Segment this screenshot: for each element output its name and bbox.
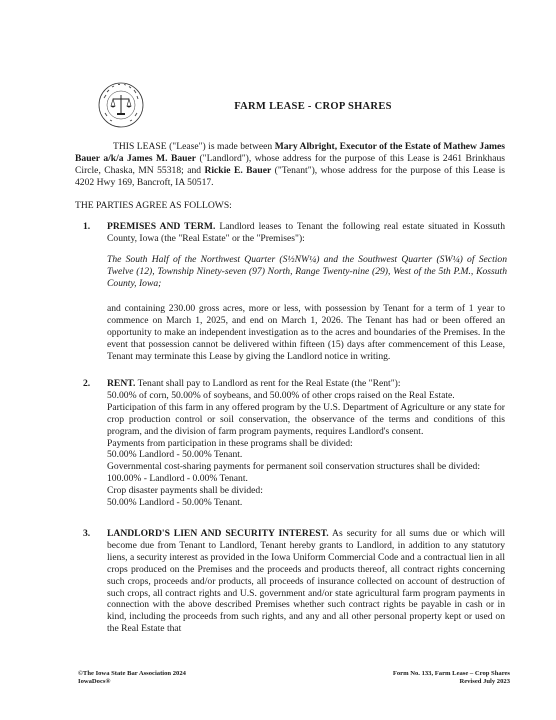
program-payments-split: 50.00% Landlord - 50.00% Tenant.	[107, 449, 243, 461]
disaster-payments-label: Crop disaster payments shall be divided:	[107, 485, 263, 497]
section-2-body	[107, 378, 505, 509]
cost-sharing-label: Governmental cost-sharing payments for permanent soil conservation structures shall be divided:	[107, 461, 480, 473]
program-participation-text: Participation of this farm in any offered program by the U.S. Department of Agriculture or any state for crop production control or soil conservation, the observance of the terms and conditions of this program, and the division of farm program payments, requires Landlord's consent.	[107, 401, 505, 437]
landlord-name: Mary Albright, Executor of the Estate of Mathew James Bauer a/k/a James M. Bauer	[75, 141, 506, 164]
lease-term-paragraph: and containing 230.00 gross acres, more or less, with possession by Tenant for a term of 1 year to commence on March 1, 2025, and end on March 1, 2026. The Tenant has had or been offered an opportunity to make an independent investigation as to the acres and boundaries of the Premises. In the event that possession cannot be delivered within fifteen (15) days after commencement of this Lease, Tenant may terminate this Lease by giving the Landlord notice in writing.	[107, 303, 505, 362]
section-3-body	[107, 528, 505, 635]
cost-sharing-split: 100.00% - Landlord - 0.00% Tenant.	[107, 473, 248, 485]
section-3-heading: LANDLORD'S LIEN AND SECURITY INTEREST.	[107, 528, 329, 539]
section-2-text: Tenant shall pay to Landlord as rent for the Real Estate (the "Rent"):	[135, 378, 401, 389]
program-payments-label: Payments from participation in these programs shall be divided:	[107, 437, 353, 449]
footer-left	[78, 670, 186, 686]
intro-text-3: ("Tenant"), whose address for the purpose of this Lease is 4202 Hwy 169, Bancroft, IA 50517.	[75, 164, 505, 188]
form-number-text: Form No. 133, Farm Lease – Crop Shares	[392, 670, 510, 677]
section-1-heading: PREMISES AND TERM.	[107, 221, 216, 232]
section-1-intro	[107, 221, 505, 245]
section-2-number: 2.	[83, 378, 91, 389]
agree-heading: THE PARTIES AGREE AS FOLLOWS:	[75, 200, 232, 211]
crop-share-line: 50.00% of corn, 50.00% of soybeans, and 50.00% of other crops raised on the Real Estate.	[107, 389, 455, 401]
document-title: FARM LEASE - CROP SHARES	[234, 101, 392, 112]
tenant-name: Rickie E. Bauer	[204, 164, 272, 176]
revision-text: Revised July 2023	[459, 678, 510, 685]
copyright-text: ©The Iowa State Bar Association 2024	[78, 670, 186, 677]
footer-right	[345, 670, 510, 686]
legal-description: The South Half of the Northwest Quarter (S½NW¼) and the Southwest Quarter (SW¼) of Section Twelve (12), Township Ninety-seven (97) North, Range Twenty-nine (29), West of the 5th P.M., Kossuth County, Iowa;	[107, 254, 507, 289]
intro-text-1: THIS LEASE ("Lease") is made between	[113, 141, 275, 152]
section-3-number: 3.	[83, 528, 91, 539]
section-1-text: Landlord leases to Tenant the following real estate situated in Kossuth County, Iowa (the "Real Estate" or the "Premises"):	[107, 221, 505, 244]
section-1-number: 1.	[83, 221, 91, 232]
iowadocs-text: IowaDocs®	[78, 678, 111, 685]
section-3-text: As security for all sums due or which will become due from Tenant to Landlord, Tenant hereby grants to Landlord, in addition to any statutory liens, a security interest as provided in the Iowa Uniform Commercial Code and a contractual lien in all crops produced on the Premises and the proceeds and products thereof, all contract rights concerning such crops, proceeds and/or products, all proceeds of insurance collected on account of destruction of such crops, all contract rights and U.S. government and/or state agricultural farm program payments in connection with the above described Premises whether such contract rights be payable in cash or in kind, including the proceeds from such rights, and any and all other personal property kept or used on the Real Estate that	[107, 528, 505, 635]
intro-text-2: ("Landlord"), whose address for the purpose of this Lease is 2461 Brinkhaus Circle, Chaska, MN 55318; and	[75, 152, 505, 176]
intro-paragraph	[75, 141, 505, 189]
disaster-payments-split: 50.00% Landlord - 50.00% Tenant.	[107, 497, 243, 509]
section-2-heading: RENT.	[107, 378, 136, 389]
